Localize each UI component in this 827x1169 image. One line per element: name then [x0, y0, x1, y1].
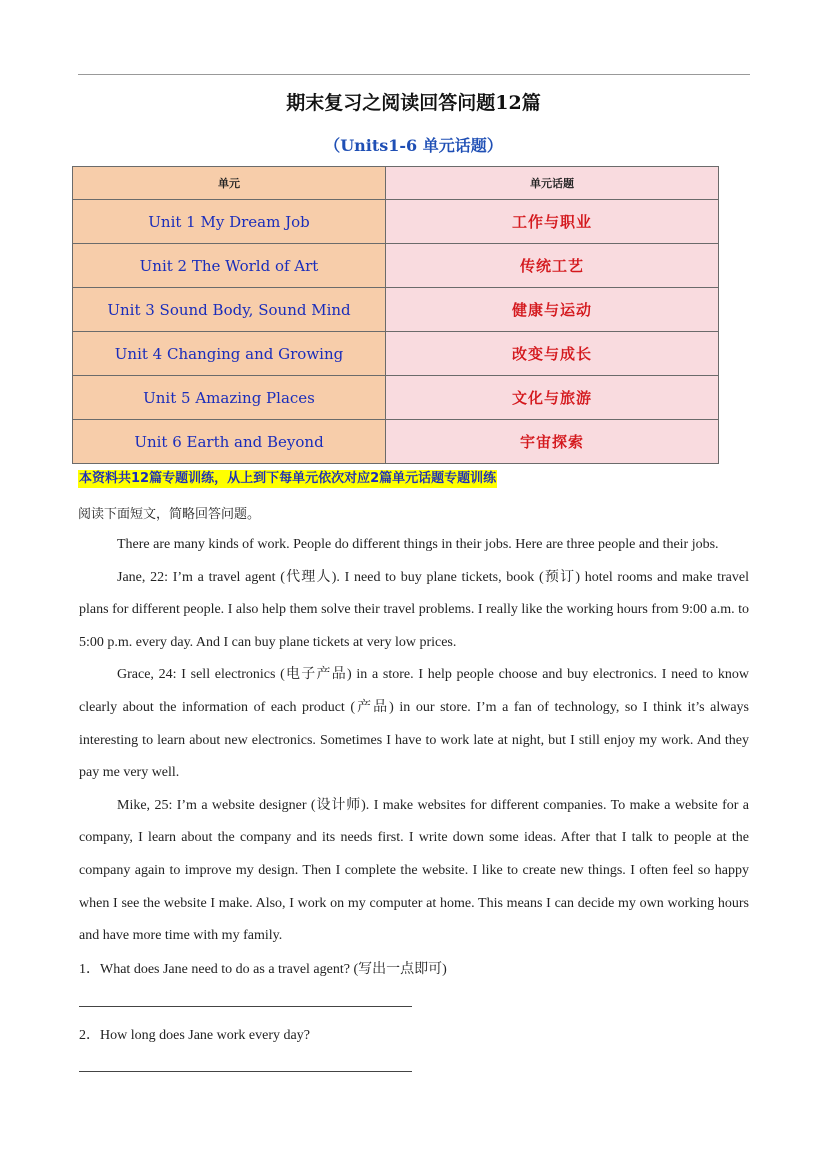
table-row	[73, 200, 719, 244]
highlight-note: 本资料共12篇专题训练，从上到下每单元依次对应2篇单元话题专题训练	[79, 471, 497, 486]
header-topic: 单元话题	[386, 167, 719, 200]
header-unit: 单元	[73, 167, 386, 200]
unit-name: Unit 5 Amazing Places	[73, 376, 386, 420]
answer-line-1[interactable]	[79, 1006, 412, 1007]
table-header-row	[73, 167, 719, 200]
unit-topic: 改变与成长	[386, 332, 719, 376]
page-title: 期末复习之阅读回答问题12篇	[286, 92, 541, 114]
unit-topic: 文化与旅游	[386, 376, 719, 420]
unit-name: Unit 1 My Dream Job	[73, 200, 386, 244]
unit-name: Unit 6 Earth and Beyond	[73, 420, 386, 464]
unit-topic: 宇宙探索	[386, 420, 719, 464]
reading-passage	[79, 529, 749, 953]
unit-name: Unit 4 Changing and Growing	[73, 332, 386, 376]
unit-name: Unit 3 Sound Body, Sound Mind	[73, 288, 386, 332]
unit-topic: 工作与职业	[386, 200, 719, 244]
instruction: 阅读下面短文，简略回答问题。	[78, 507, 261, 522]
unit-name: Unit 2 The World of Art	[73, 244, 386, 288]
table-row	[73, 376, 719, 420]
unit-topic: 传统工艺	[386, 244, 719, 288]
question-1: 1．What does Jane need to do as a travel agent? (写出一点即可)	[79, 962, 447, 977]
header-rule	[78, 74, 750, 75]
table-row	[73, 420, 719, 464]
page-subtitle: （Units1-6 单元话题）	[324, 136, 503, 155]
question-2: 2．How long does Jane work every day?	[79, 1028, 310, 1043]
passage-paragraph: Jane, 22: I’m a travel agent (代理人). I need to buy plane tickets, book (预订) hotel rooms and make travel plans for different people. I also help them solve their travel problems. I really like the working hours from 9:00 a.m. to 5:00 p.m. every day. And I can buy plane tickets at very low prices.	[79, 569, 749, 650]
passage-paragraph: There are many kinds of work. People do different things in their jobs. Here are three people and their jobs.	[117, 537, 719, 552]
units-table	[72, 166, 719, 464]
table-row	[73, 332, 719, 376]
unit-topic: 健康与运动	[386, 288, 719, 332]
passage-paragraph: Grace, 24: I sell electronics (电子产品) in a store. I help people choose and buy electronics. I need to know clearly about the information of each product (产品) in our store. I’m a fan of technology, so I think it’s always interesting to learn about new electronics. Sometimes I have to work late at night, but I still enjoy my work. And they pay me very well.	[79, 667, 749, 781]
answer-line-2[interactable]	[79, 1071, 412, 1072]
passage-paragraph: Mike, 25: I’m a website designer (设计师). I make websites for different companies. To make a website for a company, I learn about the company and its needs first. I write down some ideas. After that I talk to people at the company again to improve my design. Then I complete the website. I like to create new things. I often feel so happy when I see the website I make. Also, I work on my computer at home. This means I can decide my own working hours and have more time with my family.	[79, 797, 749, 944]
table-row	[73, 288, 719, 332]
table-row	[73, 244, 719, 288]
